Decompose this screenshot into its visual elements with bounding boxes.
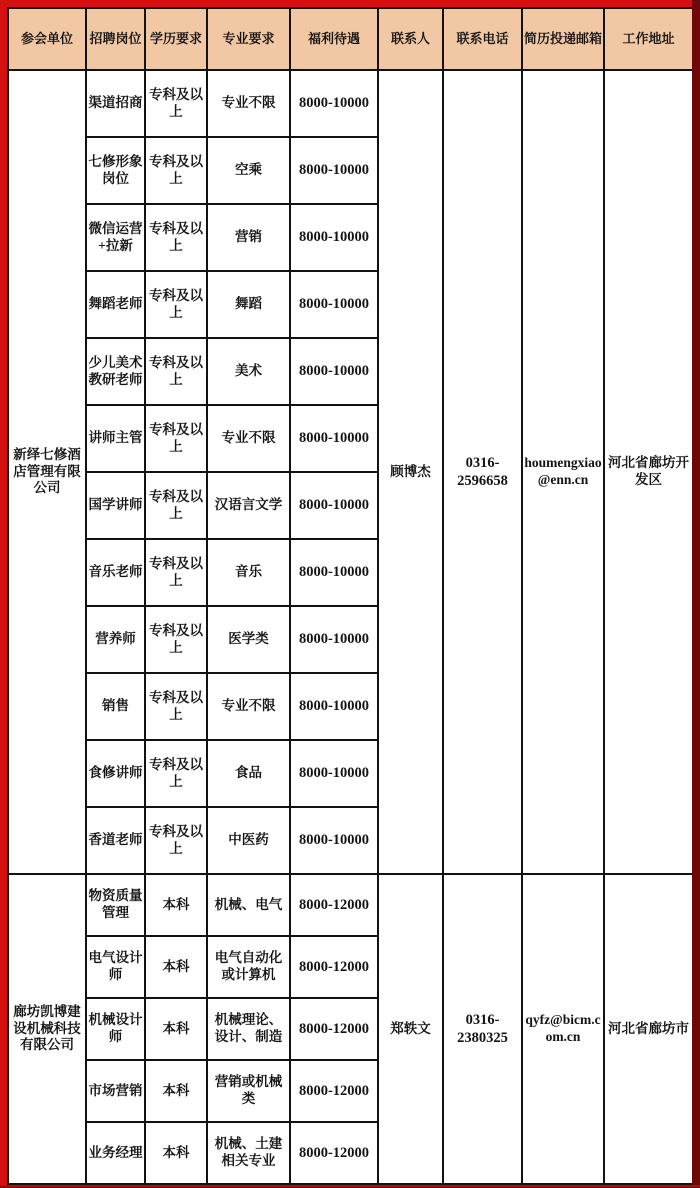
recruitment-table [7,7,694,1185]
position-title-cell: 讲师主管 [86,405,145,472]
header-address: 工作地址 [604,8,693,70]
contact-phone-cell: 0316-2380325 [443,874,522,1184]
header-contact: 联系人 [378,8,443,70]
company-name-cell: 廊坊凯博建设机械科技有限公司 [8,874,86,1184]
salary-cell: 8000-10000 [290,405,378,472]
salary-cell: 8000-10000 [290,472,378,539]
position-title-cell: 音乐老师 [86,539,145,606]
major-cell: 营销或机械类 [207,1060,290,1122]
position-title-cell: 七修形象岗位 [86,137,145,204]
education-cell: 专科及以上 [145,673,207,740]
salary-cell: 8000-10000 [290,338,378,405]
position-title-cell: 国学讲师 [86,472,145,539]
table-row [8,70,693,137]
education-cell: 本科 [145,998,207,1060]
resume-email-cell: qyfz@bicm.com.cn [522,874,604,1184]
position-title-cell: 销售 [86,673,145,740]
salary-cell: 8000-10000 [290,204,378,271]
position-title-cell: 市场营销 [86,1060,145,1122]
position-title-cell: 食修讲师 [86,740,145,807]
header-education: 学历要求 [145,8,207,70]
header-phone: 联系电话 [443,8,522,70]
salary-cell: 8000-10000 [290,539,378,606]
work-address-cell: 河北省廊坊市 [604,874,693,1184]
position-title-cell: 物资质量管理 [86,874,145,936]
major-cell: 机械理论、设计、制造 [207,998,290,1060]
education-cell: 本科 [145,1060,207,1122]
salary-cell: 8000-12000 [290,998,378,1060]
education-cell: 专科及以上 [145,807,207,874]
position-title-cell: 业务经理 [86,1122,145,1184]
position-title-cell: 渠道招商 [86,70,145,137]
education-cell: 专科及以上 [145,606,207,673]
contact-name-cell: 顾博杰 [378,70,443,874]
major-cell: 音乐 [207,539,290,606]
major-cell: 医学类 [207,606,290,673]
table-row [8,874,693,936]
company-name-cell: 新绎七修酒店管理有限公司 [8,70,86,874]
resume-email-cell: houmengxiao@enn.cn [522,70,604,874]
position-title-cell: 舞蹈老师 [86,271,145,338]
salary-cell: 8000-10000 [290,70,378,137]
header-email: 简历投递邮箱 [522,8,604,70]
contact-name-cell: 郑轶文 [378,874,443,1184]
work-address-cell: 河北省廊坊开发区 [604,70,693,874]
salary-cell: 8000-10000 [290,606,378,673]
salary-cell: 8000-10000 [290,673,378,740]
education-cell: 专科及以上 [145,740,207,807]
education-cell: 专科及以上 [145,137,207,204]
education-cell: 专科及以上 [145,405,207,472]
major-cell: 空乘 [207,137,290,204]
major-cell: 营销 [207,204,290,271]
frame-right-edge [692,0,700,1188]
salary-cell: 8000-12000 [290,936,378,998]
salary-cell: 8000-10000 [290,271,378,338]
header-position: 招聘岗位 [86,8,145,70]
major-cell: 电气自动化或计算机 [207,936,290,998]
education-cell: 专科及以上 [145,271,207,338]
major-cell: 汉语言文学 [207,472,290,539]
education-cell: 专科及以上 [145,338,207,405]
salary-cell: 8000-10000 [290,137,378,204]
major-cell: 专业不限 [207,405,290,472]
major-cell: 机械、土建相关专业 [207,1122,290,1184]
position-title-cell: 营养师 [86,606,145,673]
education-cell: 专科及以上 [145,70,207,137]
position-title-cell: 香道老师 [86,807,145,874]
salary-cell: 8000-10000 [290,740,378,807]
salary-cell: 8000-12000 [290,874,378,936]
major-cell: 舞蹈 [207,271,290,338]
position-title-cell: 机械设计师 [86,998,145,1060]
education-cell: 专科及以上 [145,472,207,539]
header-salary: 福利待遇 [290,8,378,70]
major-cell: 专业不限 [207,673,290,740]
header-row [8,8,693,70]
major-cell: 美术 [207,338,290,405]
header-company: 参会单位 [8,8,86,70]
education-cell: 本科 [145,936,207,998]
major-cell: 专业不限 [207,70,290,137]
salary-cell: 8000-10000 [290,807,378,874]
position-title-cell: 电气设计师 [86,936,145,998]
major-cell: 机械、电气 [207,874,290,936]
header-major: 专业要求 [207,8,290,70]
contact-phone-cell: 0316-2596658 [443,70,522,874]
major-cell: 食品 [207,740,290,807]
major-cell: 中医药 [207,807,290,874]
salary-cell: 8000-12000 [290,1122,378,1184]
education-cell: 本科 [145,1122,207,1184]
education-cell: 专科及以上 [145,539,207,606]
salary-cell: 8000-12000 [290,1060,378,1122]
position-title-cell: 少儿美术教研老师 [86,338,145,405]
education-cell: 本科 [145,874,207,936]
education-cell: 专科及以上 [145,204,207,271]
position-title-cell: 微信运营+拉新 [86,204,145,271]
